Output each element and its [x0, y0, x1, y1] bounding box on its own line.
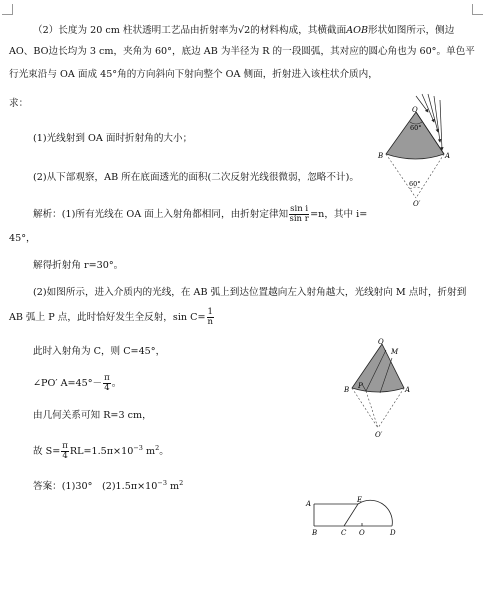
fig2-label-A: A [405, 386, 411, 394]
fig2-label-O-prime: O′ [375, 431, 383, 439]
problem-line-4: 求： [9, 98, 29, 109]
solution-text-7a: ∠PO′ A=45°－ [33, 378, 103, 389]
solution-line-3: 解得折射角 r=30°。 [33, 260, 124, 271]
fig1-label-angle-bottom: 60° [409, 180, 421, 188]
problem-text-1b: 的材料构成，其横截面 [250, 25, 347, 36]
answer-text-b: m [166, 481, 180, 492]
critical-denominator: n [207, 317, 213, 327]
answer-unit-exponent: 2 [179, 479, 184, 487]
solution-text-1b: =n，其中 i= [310, 209, 368, 220]
fig1-label-O-prime: O′ [413, 200, 421, 208]
solution-line-9 [33, 442, 169, 461]
angle-fraction [103, 374, 111, 393]
solution-text-1a: 解析：(1)所有光线在 OA 面上入射角都相同，由折射定律知 [33, 209, 289, 220]
snell-fraction [289, 205, 309, 224]
fig3-label-E: E [357, 496, 363, 504]
solution-text-9d: 。 [159, 446, 169, 457]
snell-numerator: sin i [290, 204, 309, 214]
answer-exponent: −3 [157, 479, 167, 487]
area-denominator: 4 [62, 451, 68, 461]
problem-line-1 [33, 25, 454, 37]
area-unit-exponent: 2 [155, 444, 160, 452]
fig2-label-B: B [344, 386, 350, 394]
fig2-label-P: P [358, 382, 363, 390]
problem-text-1a: （2）长度为 20 cm 柱状透明工艺品由折射率为 [33, 25, 239, 36]
fig1-label-O: O [412, 106, 418, 114]
fig1-label-A: A [445, 152, 451, 160]
problem-text-1d: 形状如图所示，侧边 [368, 25, 455, 36]
angle-denominator: 4 [104, 383, 110, 393]
solution-line-2: 45°， [9, 233, 36, 244]
solution-text-7b: 。 [111, 378, 122, 389]
sqrt2-symbol: √2 [238, 25, 251, 36]
solution-text-9a: 故 S= [33, 446, 61, 457]
answer-line [33, 481, 183, 493]
angle-numerator: π [104, 373, 110, 383]
solution-text-9b: RL=1.5π×10 [69, 446, 134, 457]
fig3-label-D: D [390, 529, 396, 537]
fig3-label-A: A [306, 500, 312, 508]
problem-line-2: AO、BO边长均为 3 cm，夹角为 60°，底边 AB 为半径为 R 的一段圆弧，其对应的圆心角也为 60°。单色平 [9, 46, 475, 57]
fig3-label-C: C [341, 529, 347, 537]
solution-line-8: 由几何关系可知 R=3 cm， [33, 410, 152, 421]
shape-name: AOB [346, 25, 369, 36]
solution-text-9c: m [142, 446, 156, 457]
prism-cross-section [386, 112, 444, 159]
critical-angle-fraction [207, 308, 214, 327]
question-2: (2)从下部观察，AB 所在底面透光的面积(二次反射光线很微弱，忽略不计)。 [33, 172, 359, 183]
solution-line-4: (2)如图所示，进入介质内的光线，在 AB 弧上到达位置越向左入射角越大，光线射向 M 点时，折射到 [33, 287, 467, 298]
area-exponent: −3 [133, 444, 143, 452]
figure-2-total-reflection [336, 336, 420, 442]
solution-line-6: 此时入射角为 C，则 C=45°， [33, 346, 166, 357]
solution-line-5 [9, 308, 215, 327]
solution-line-7 [33, 374, 121, 393]
page-corner-mark-top-left [2, 4, 13, 15]
solution-text-5a: AB 弧上 P 点，此时恰好发生全反射，sin C= [9, 312, 206, 323]
page-corner-mark-top-right [472, 4, 483, 15]
area-fraction [61, 442, 69, 461]
fig2-label-M: M [391, 348, 399, 356]
fig1-label-angle-top: 60° [410, 124, 422, 132]
fig2-label-O: O [378, 338, 384, 346]
solution-line-1 [33, 205, 367, 224]
problem-line-3: 行光束沿与 OA 面成 45°角的方向斜向下射向整个 OA 侧面，折射进入该柱状介质内， [9, 69, 378, 80]
figure-3-rectangle-with-arc [304, 494, 414, 538]
question-1: (1)光线射到 OA 面时折射角的大小； [33, 133, 193, 144]
fig3-label-O: O [359, 529, 365, 537]
figure-1-light-into-prism [372, 92, 452, 210]
critical-numerator: 1 [207, 307, 213, 317]
snell-denominator: sin r [289, 214, 309, 224]
fig1-label-B: B [378, 152, 384, 160]
fig3-label-B: B [312, 529, 318, 537]
answer-text-a: 答案：(1)30° (2)1.5π×10 [33, 481, 158, 492]
area-numerator: π [62, 441, 68, 451]
